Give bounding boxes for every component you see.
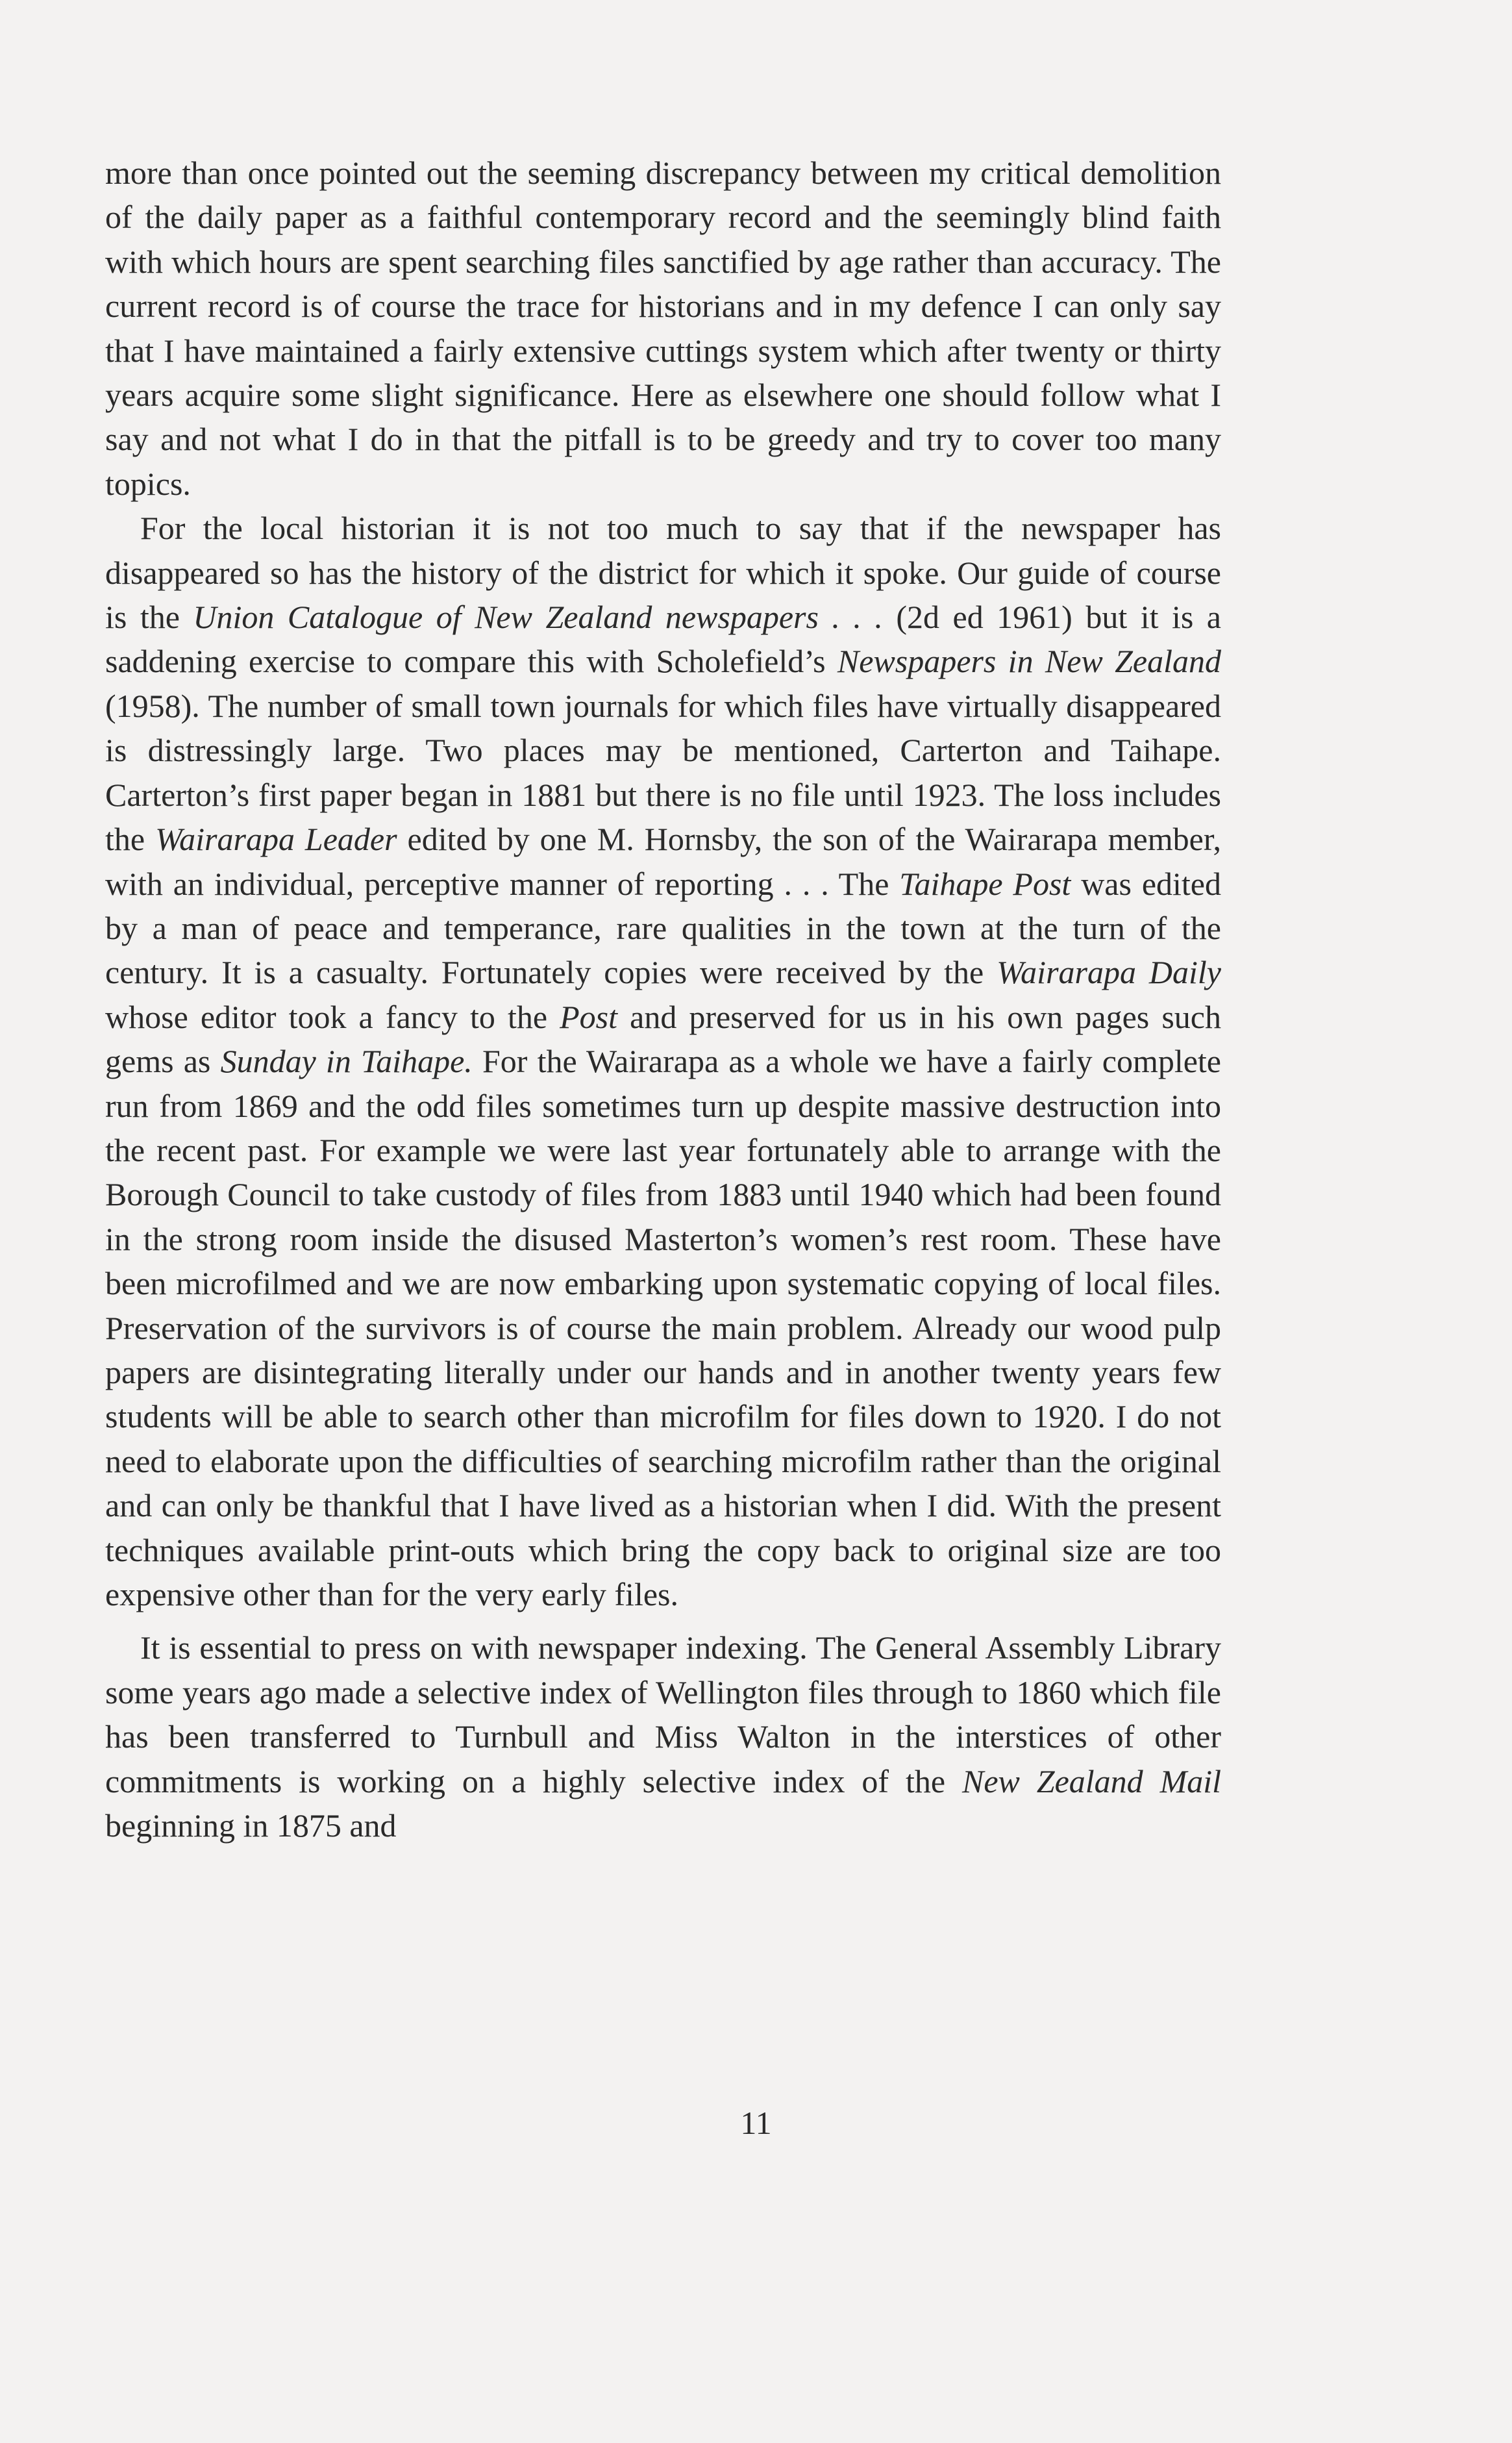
italic-title: Union Catalogue of New Zealand newspapers . . . [193, 599, 883, 636]
body-text [105, 151, 1221, 1848]
text-segment: was edited by a man of peace and temperance, rare qualities in the town at the turn of the century. It is a casualty. Fortunately copies were received by the [105, 865, 1221, 991]
text-segment: For the Wairarapa as a whole we have a fairly complete run from 1869 and the odd files sometimes turn up despite massive destruction into the recent past. For example we were last year fortunately able to arrange with the Borough Council to take custody of files from 1883 until 1940 which had been found in the strong room inside the disused Masterton’s women’s rest room. These have been microfilmed and we are now embarking upon systematic copying of local files. Preservation of the survivors is of course the main problem. Already our wood pulp papers are disintegrating literally under our hands and in another twenty years few students will be able to search other than microfilm for files down to 1920. I do not need to elaborate upon the difficulties of searching microfilm rather than the original and can only be thankful that I have lived as a historian when I did. With the present techniques available print-outs which bring the copy back to original size are too expensive other than for the very early files. [105, 1043, 1222, 1612]
page-number: 11 [740, 2105, 772, 2141]
italic-title: Wairarapa Leader [155, 821, 397, 858]
paragraph-3 [105, 1625, 1221, 1848]
paragraph-2 [105, 506, 1221, 1616]
text-segment: (1958). The number of small town journals for which files have virtually disappeared is distressingly large. Two places may be mentioned, Carterton and Taihape. Carterton’s first paper began in 1881 but there is no file until 1923. The loss includes the [105, 687, 1221, 858]
text-segment: (2d ed 1961) but it is a saddening exercise to compare this with Scholefield’s [105, 599, 1221, 680]
italic-title: Wairarapa Daily [997, 954, 1221, 991]
italic-title: Sunday in Taihape. [220, 1043, 473, 1080]
text-segment: For the local historian it is not too much to say that if the newspaper has disappeared so has the history of the district for which it spoke. Our guide of course is the [105, 510, 1221, 636]
italic-title: New Zealand Mail [961, 1762, 1222, 1799]
text-segment: more than once pointed out the seeming discrepancy between my critical demolition of the daily paper as a faithful contemporary record and the seemingly blind faith with which hours are spent searching files sanctified by age rather than accuracy. The current record is of course the trace for historians and in my defence I can only say that I have maintained a fairly extensive cuttings system which after twenty or thirty years acquire some slight significance. Here as elsewhere one should follow what I say and not what I do in that the pitfall is to be greedy and try to cover too many topics. [105, 155, 1221, 502]
italic-title: Newspapers in New Zealand [837, 643, 1221, 680]
text-segment: and preserved for us in his own pages such gems as [105, 998, 1221, 1080]
italic-title: Post [560, 998, 618, 1035]
text-segment: beginning in 1875 and [105, 1807, 397, 1844]
text-segment: whose editor took a fancy to the [105, 998, 560, 1035]
text-segment: edited by one M. Hornsby, the son of the Wairarapa member, with an individual, perceptive manner of reporting . . . The [105, 821, 1221, 902]
paragraph-1 [105, 151, 1221, 506]
text-segment: It is essential to press on with newspaper indexing. The General Assembly Library some years ago made a selective index of Wellington files through to 1860 which file has been transferred to Turnbull and Miss Walton in the interstices of other commitments is working on a highly selective index of the [105, 1629, 1221, 1799]
italic-title: Taihape Post [899, 865, 1071, 902]
